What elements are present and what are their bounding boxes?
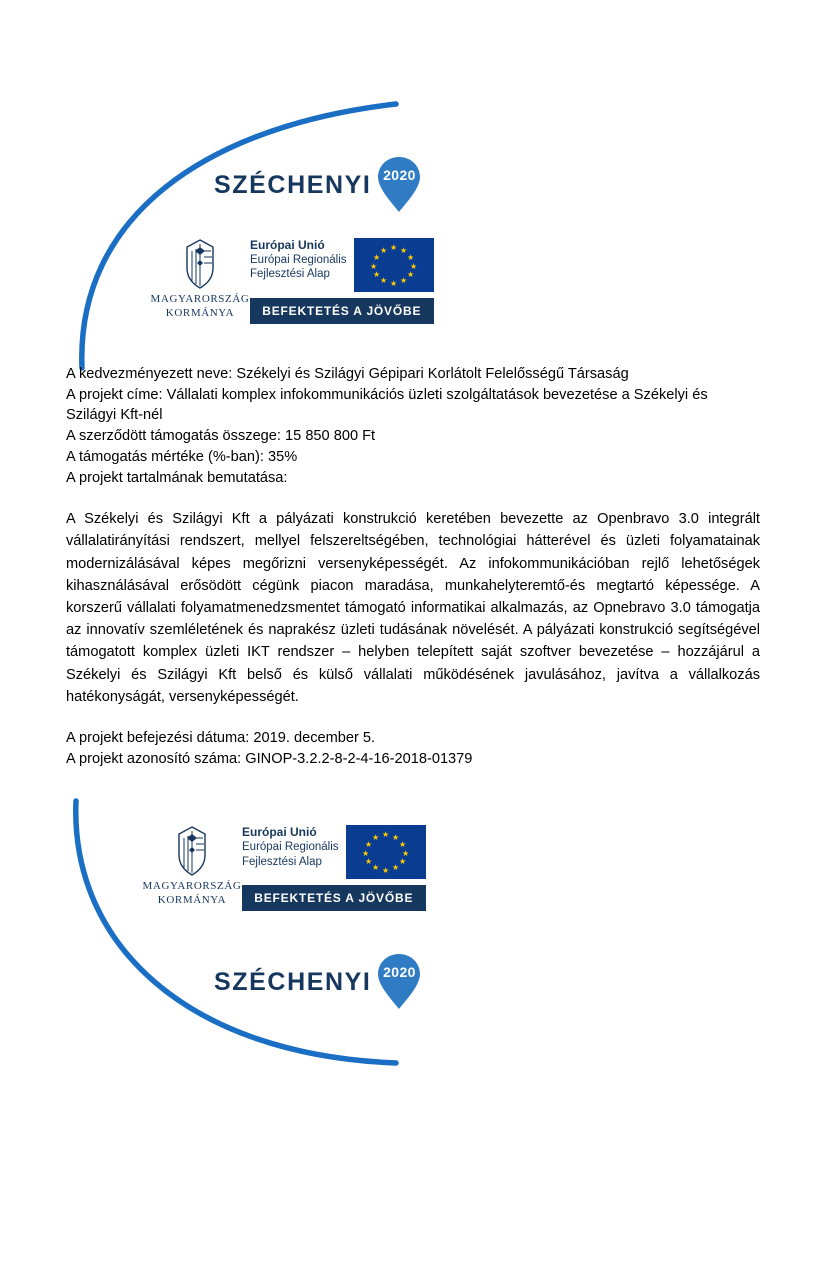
eu-funding-logo	[150, 236, 434, 324]
eu-flag-icon: ★ ★ ★ ★ ★ ★ ★ ★ ★ ★ ★ ★	[346, 825, 426, 879]
eu-line-3: Fejlesztési Alap	[242, 855, 322, 868]
meta-line-end-date: A projekt befejezési dátuma: 2019. december 5.	[66, 729, 376, 746]
hungary-government-label: MAGYARORSZÁG KORMÁNYA	[150, 293, 250, 319]
hungary-coat-of-arms-icon	[180, 238, 220, 290]
meta-line-grant-rate: A támogatás mértéke (%-ban): 35%	[66, 448, 298, 465]
hungary-government-logo	[150, 236, 250, 321]
eu-column	[242, 823, 426, 911]
szechenyi-2020-logo	[214, 156, 421, 214]
hungary-government-logo	[142, 823, 242, 908]
eu-column	[250, 236, 434, 324]
investing-in-future-banner: BEFEKTETÉS A JÖVŐBE	[250, 298, 434, 324]
document-body	[66, 364, 760, 769]
szechenyi-2020-logo	[214, 953, 421, 1011]
map-pin-icon	[377, 953, 421, 1011]
investing-in-future-banner: BEFEKTETÉS A JÖVŐBE	[242, 885, 426, 911]
eu-funding-logo	[142, 823, 426, 911]
meta-line-beneficiary: A kedvezményezett neve: Székelyi és Szilágyi Gépipari Korlátolt Felelősségű Társaság	[66, 366, 629, 382]
szechenyi-wordmark: SZÉCHENYI	[214, 170, 372, 199]
footer-logo-block	[66, 793, 760, 1093]
eu-row	[242, 825, 426, 879]
eu-flag-icon: ★ ★ ★ ★ ★ ★ ★ ★ ★ ★ ★ ★	[354, 238, 434, 292]
document-page	[0, 96, 826, 1265]
map-pin-icon	[377, 156, 421, 214]
eu-row	[250, 238, 434, 292]
project-description-paragraph: A Székelyi és Szilágyi Kft a pályázati konstrukció keretében bevezette az Openbravo 3.0 integrált vállalatirányítási rendszert, mellyel felszereltségében, technológiai hátterével és üzleti folyamatainak modernizálásával képes megőrizni versenyképességét. Az infokommunikációban rejlő lehetőségek kihasználásával erősödött cégünk piacon maradása, munkahelyteremtő-és megtartó képessége. A korszerű vállalati folyamatmenedzsmentet támogató informatikai alkalmazás, az Opnebravo 3.0 támogatja az innovatív szemléletének és naprakész üzleti tudásának növelését. A pályázati konstrukció segítségével támogatott komplex üzleti IKT rendszer – helyben telepített saját szoftver bevezetése – hozzájárul a Székelyi és Szilágyi Kft belső és külső vállalati működésének javulásához, javítva a vállalkozás hatékonyságát, versenyképességét.	[66, 511, 760, 705]
spacer	[66, 488, 760, 508]
hungary-government-label: MAGYARORSZÁG KORMÁNYA	[142, 880, 242, 907]
eu-fund-texts	[250, 238, 347, 282]
szechenyi-wordmark: SZÉCHENYI	[214, 967, 372, 996]
eu-line-2: Európai Regionális	[242, 841, 339, 854]
meta-line-project-id: A projekt azonosító száma: GINOP-3.2.2-8-2-4-16-2018-01379	[66, 750, 473, 767]
szechenyi-year: 2020	[383, 964, 416, 981]
eu-line-1: Európai Unió	[250, 238, 325, 252]
eu-line-2: Európai Regionális	[250, 254, 347, 266]
szechenyi-year: 2020	[383, 167, 416, 183]
eu-fund-texts	[242, 825, 339, 869]
header-logo-block	[66, 96, 760, 364]
meta-line-grant-amount: A szerződött támogatás összege: 15 850 800 Ft	[66, 428, 376, 445]
eu-line-3: Fejlesztési Alap	[250, 268, 330, 281]
meta-line-project-title: A projekt címe: Vállalati komplex infokommunikációs üzleti szolgáltatások bevezetése a Székelyi és Szilágyi Kft-nél	[66, 386, 708, 424]
meta-line-content-intro: A projekt tartalmának bemutatása:	[66, 469, 288, 486]
spacer	[66, 708, 760, 728]
eu-line-1: Európai Unió	[242, 825, 317, 840]
hungary-coat-of-arms-icon	[172, 825, 212, 877]
